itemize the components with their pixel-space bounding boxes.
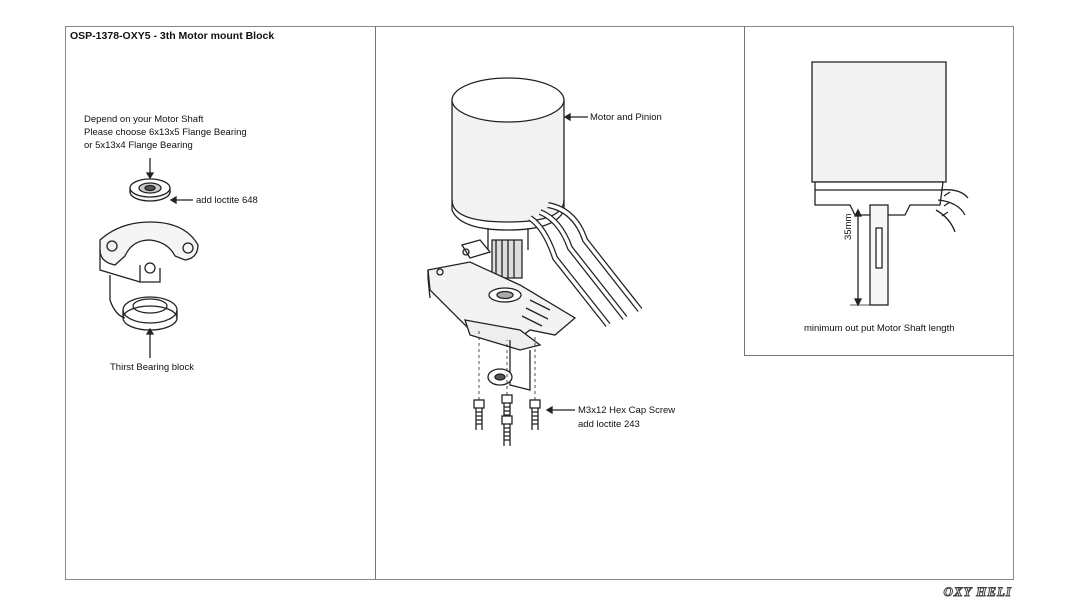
dimension-label: 35mm bbox=[843, 213, 854, 240]
bearing-note-line-1: Depend on your Motor Shaft bbox=[84, 114, 204, 125]
thrust-block-label: Thirst Bearing block bbox=[110, 362, 194, 373]
screw-label: M3x12 Hex Cap Screw bbox=[578, 405, 676, 416]
shaft-length-label: minimum out put Motor Shaft length bbox=[804, 323, 955, 334]
page-title: OSP-1378-OXY5 - 3th Motor mount Block bbox=[70, 30, 275, 42]
brand-logo: OXY HELI bbox=[943, 584, 1012, 599]
loctite-648-label: add loctite 648 bbox=[196, 195, 258, 206]
motor-side-view-icon bbox=[812, 62, 968, 305]
hex-screw-icon bbox=[474, 395, 540, 446]
thrust-block-icon bbox=[100, 222, 198, 330]
bearing-icon bbox=[130, 179, 170, 201]
motor-icon bbox=[452, 78, 564, 278]
bearing-note-line-2: Please choose 6x13x5 Flange Bearing bbox=[84, 127, 247, 138]
bearing-note-line-3: or 5x13x4 Flange Bearing bbox=[84, 140, 193, 151]
loctite-243-label: add loctite 243 bbox=[578, 419, 640, 430]
motor-pinion-label: Motor and Pinion bbox=[590, 112, 662, 123]
